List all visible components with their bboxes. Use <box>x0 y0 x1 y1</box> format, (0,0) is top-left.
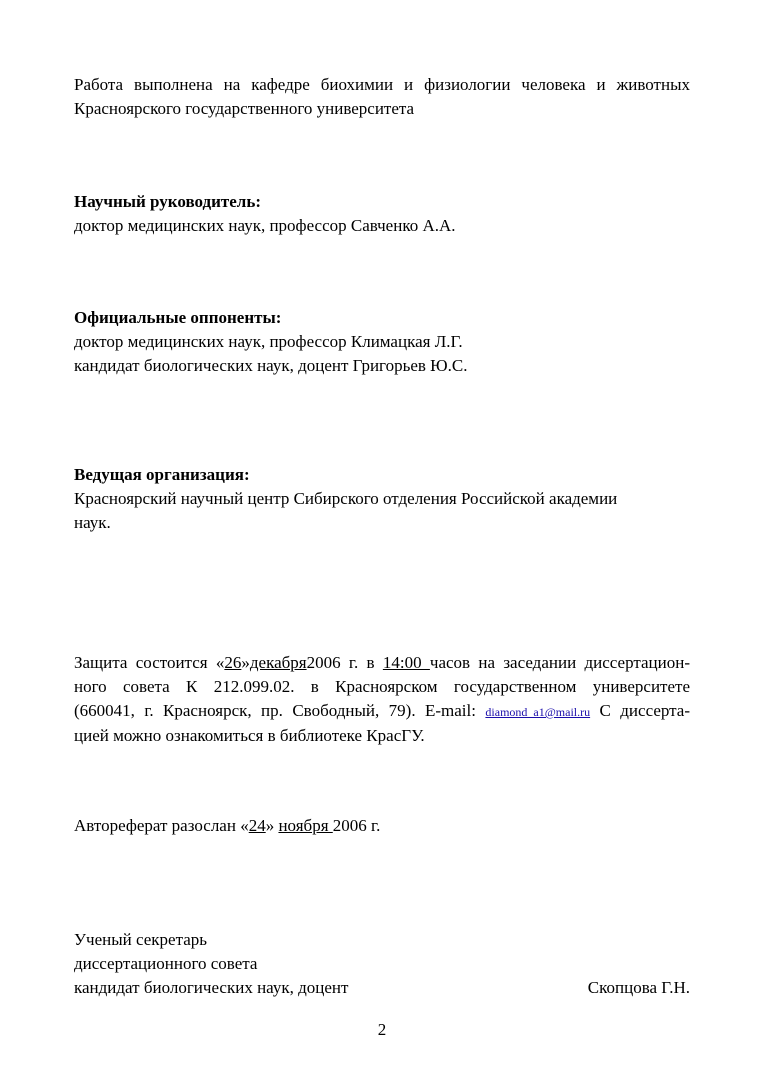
mailing-day: 24 <box>248 816 266 835</box>
secretary-section <box>74 928 690 1000</box>
mailing-line <box>74 814 690 838</box>
defense-text: 2006 г. в <box>306 653 383 672</box>
defense-text: » <box>241 653 250 672</box>
defense-text: С диссерта- <box>590 701 690 720</box>
intro-line-1: Работа выполнена на кафедре биохимии и физиологии человека и животных <box>74 75 690 94</box>
opponents-section <box>74 306 690 378</box>
defense-line-1 <box>74 651 690 675</box>
defense-text: Защита состоится « <box>74 653 225 672</box>
leading-org-line: Красноярский научный центр Сибирского отделения Российской академии <box>74 489 618 508</box>
opponent-line: доктор медицинских наук, профессор Климацкая Л.Г. <box>74 332 463 351</box>
mailing-text: 2006 г. <box>332 816 381 835</box>
intro-paragraph <box>74 73 690 121</box>
secretary-title: Ученый секретарь <box>74 930 208 949</box>
mailing-paragraph <box>74 814 690 838</box>
defense-line-2: ного совета К 212.099.02. в Красноярском государственном университете <box>74 677 690 696</box>
mailing-text: Автореферат разослан « <box>74 816 249 835</box>
mailing-month: ноября <box>278 816 333 835</box>
defense-line-3 <box>74 699 690 724</box>
supervisor-line: доктор медицинских наук, профессор Савченко А.А. <box>74 216 456 235</box>
secretary-name: Скопцова Г.Н. <box>587 978 690 997</box>
opponent-line: кандидат биологических наук, доцент Григорьев Ю.С. <box>74 356 468 375</box>
defense-day: 26 <box>224 653 242 672</box>
defense-time: 14:00 <box>382 653 430 672</box>
defense-month: декабря <box>249 653 307 672</box>
secretary-council: диссертационного совета <box>74 954 258 973</box>
defense-text: (660041, г. Красноярск, пр. Свободный, 79). E-mail: <box>74 701 486 720</box>
secretary-degree: кандидат биологических наук, доцент <box>74 978 349 997</box>
secretary-signature-row <box>74 976 690 1000</box>
leading-org-section <box>74 463 690 535</box>
mailing-text: » <box>265 816 279 835</box>
leading-org-line: наук. <box>74 513 111 532</box>
defense-line-4: цией можно ознакомиться в библиотеке КрасГУ. <box>74 726 425 745</box>
supervisor-heading: Научный руководитель: <box>74 192 261 211</box>
defense-paragraph <box>74 651 690 748</box>
email-link[interactable]: diamond_a1@mail.ru <box>485 705 591 719</box>
page-number: 2 <box>377 1020 387 1039</box>
opponents-heading: Официальные оппоненты: <box>74 308 282 327</box>
supervisor-section <box>74 190 690 238</box>
intro-line-2: Красноярского государственного университета <box>74 99 415 118</box>
leading-org-heading: Ведущая организация: <box>74 465 250 484</box>
defense-text: часов на заседании диссертацион- <box>429 653 690 672</box>
